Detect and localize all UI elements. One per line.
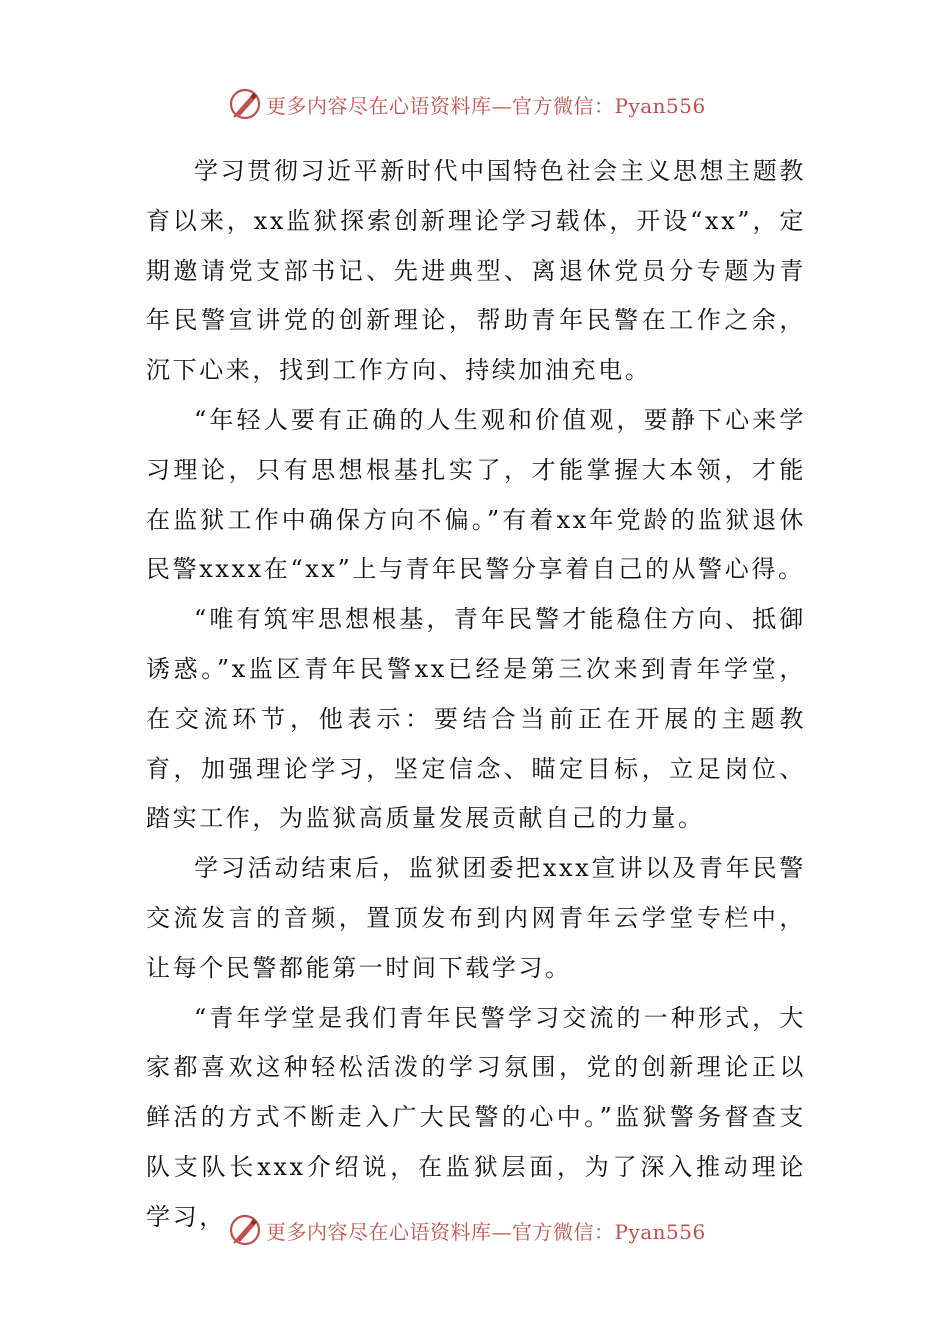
header-banner [228, 84, 748, 124]
footer-banner [228, 1210, 748, 1250]
pen-logo-icon [228, 87, 262, 121]
paragraph: “年轻人要有正确的人生观和价值观，要静下心来学习理论，只有思想根基扎实了，才能掌握大本领，才能在监狱工作中确保方向不偏。”有着xx年党龄的监狱退休民警xxxx在“xx”上与青年民警分享着自己的从警心得。 [146, 405, 806, 584]
paragraph: 学习活动结束后，监狱团委把xxx宣讲以及青年民警交流发言的音频，置顶发布到内网青年云学堂专栏中，让每个民警都能第一时间下载学习。 [146, 854, 806, 982]
footer-banner-main: 更多内容尽在心语资料库 [266, 1219, 492, 1244]
header-banner-text [266, 90, 706, 119]
paragraph: “唯有筑牢思想根基，青年民警才能稳住方向、抵御诱惑。”x监区青年民警xx已经是第三次来到青年学堂，在交流环节，他表示：要结合当前正在开展的主题教育，加强理论学习，坚定信念、瞄定目标，立足岗位、踏实工作，为监狱高质量发展贡献自己的力量。 [146, 605, 806, 833]
header-banner-wechat: 官方微信：Pyan556 [512, 93, 706, 118]
header-banner-main: 更多内容尽在心语资料库 [266, 93, 492, 118]
footer-banner-wechat: 官方微信：Pyan556 [512, 1219, 706, 1244]
footer-banner-dash: — [491, 1219, 512, 1244]
pen-logo-icon [228, 1213, 262, 1247]
header-banner-dash: — [491, 93, 512, 118]
paragraph: 学习贯彻习近平新时代中国特色社会主义思想主题教育以来，xx监狱探索创新理论学习载体，开设“xx”，定期邀请党支部书记、先进典型、离退休党员分专题为青年民警宣讲党的创新理论，帮助青年民警在工作之余，沉下心来，找到工作方向、持续加油充电。 [146, 157, 806, 385]
article-body [146, 147, 806, 1243]
paragraph: “青年学堂是我们青年民警学习交流的一种形式，大家都喜欢这种轻松活泼的学习氛围，党的创新理论正以鲜活的方式不断走入广大民警的心中。”监狱警务督查支队支队长xxx介绍说，在监狱层面，为了深入推动理论学习， [146, 1003, 806, 1231]
footer-banner-text [266, 1216, 706, 1245]
